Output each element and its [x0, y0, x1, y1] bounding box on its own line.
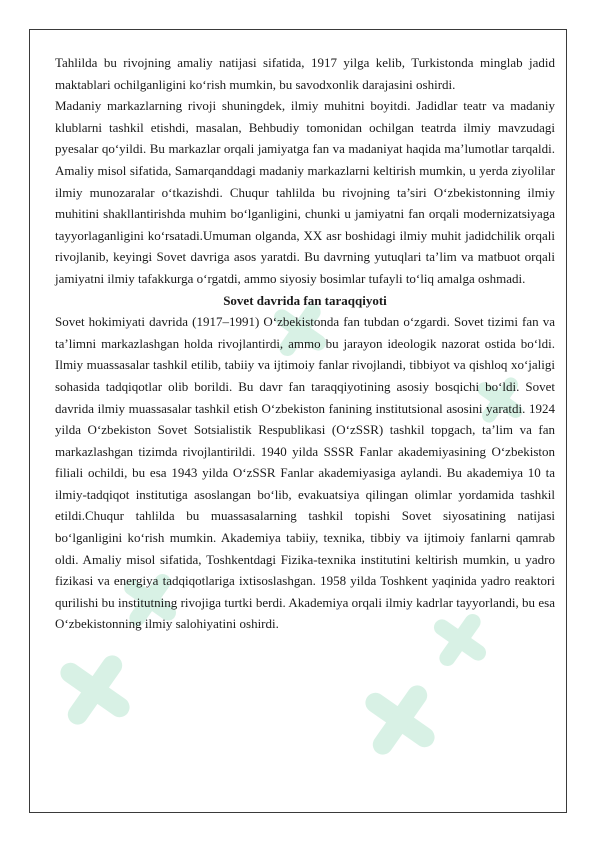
document-body — [55, 52, 555, 635]
section-heading: Sovet davrida fan taraqqiyoti — [223, 292, 387, 308]
paragraph: Sovet hokimiyati davrida (1917–1991) O‘zbekistonda fan tubdan o‘zgardi. Sovet tizimi fan va ta’limni markazlashgan holda rivojlantirdi, ammo bu jarayon ideologik nazorat ostida bo‘ldi. Ilmiy muassasalar tashkil etilib, tabiiy va ijtimoiy fanlar rivojlandi, tibbiyot va qishloq xo‘jaligi sohasida tadqiqotlar olib borildi. Bu davr fan taraqqiyotining asosiy bosqichi bo‘ldi. Sovet davrida ilmiy muassasalar tashkil etish O‘zbekiston fanining institutsional asosini yaratdi. 1924 yilda O‘zbekiston Sovet Sotsialistik Respublikasi (O‘zSSR) tashkil topgach, ta’lim va fan markazlashgan tizimda rivojlantirildi. 1940 yilda SSSR Fanlar akademiyasining O‘zbekiston filiali ochildi, bu esa 1943 yilda O‘zSSR Fanlar akademiyasiga aylandi. Bu akademiya 10 ta ilmiy-tadqiqot institutiga asoslangan bo‘lib, evakuatsiya qilingan olimlar yordamida tashkil etildi.Chuqur tahlilda bu muassasalarning tashkil topishi Sovet siyosatining natijasi bo‘lganligini ko‘rish mumkin. Akademiya tabiiy, texnika, tibbiy va ijtimoiy fanlarni qamrab oldi. Amaliy misol sifatida, Toshkentdagi Fizika-texnika institutini keltirish mumkin, u yadro fizikasi va energiya tadqiqotlariga ixtisoslashgan. 1958 yilda Toshkent yaqinida yadro reaktori qurilishi bu institutning rivojiga turtki berdi. Akademiya orqali ilmiy kadrlar tayyorlandi, bu esa O‘zbekistonning ilmiy salohiyatini oshirdi. — [55, 314, 555, 632]
paragraph: Tahlilda bu rivojning amaliy natijasi sifatida, 1917 yilga kelib, Turkistonda minglab jadid maktablari ochilganligini ko‘rish mumkin, bu savodxonlik darajasini oshirdi. — [55, 55, 555, 92]
paragraph: Madaniy markazlarning rivoji shuningdek, ilmiy muhitni boyitdi. Jadidlar teatr va madaniy klublarni tashkil etishdi, masalan, Behbudiy tomonidan ochilgan teatrda ilmiy mavzudagi pyesalar qo‘yildi. Bu markazlar orqali jamiyatga fan va madaniyat haqida ma’lumotlar tarqaldi. Amaliy misol sifatida, Samarqanddagi madaniy markazlarni keltirish mumkin, u yerda ziyolilar ilmiy munozaralar o‘tkazishdi. Chuqur tahlilda bu rivojning ta’siri O‘zbekistonning ilmiy muhitini shakllantirishda muhim bo‘lganligini, chunki u jamiyatni fan orqali modernizatsiyaga tayyorlaganligini ko‘rsatadi.Umuman olganda, XX asr boshidagi ilmiy muhit jadidchilik orqali rivojlanib, keyingi Sovet davriga asos yaratdi. Bu davrning yutuqlari ta’lim va matbuot orqali jamiyatni ilmiy tafakkurga o‘rgatdi, ammo siyosiy bosimlar tufayli to‘liq amalga oshmadi. — [55, 98, 555, 286]
